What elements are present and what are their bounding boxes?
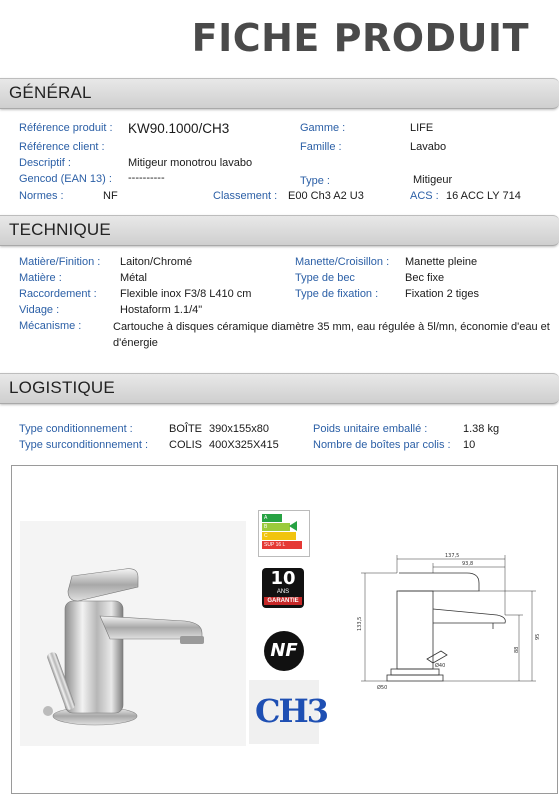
- dim-body-height: 88: [514, 646, 520, 653]
- dim-total-width: 137,5: [445, 553, 460, 559]
- nf-logo-icon: [264, 631, 304, 671]
- type-label: Type :: [300, 175, 330, 187]
- technical-drawing: [347, 551, 552, 701]
- ref-produit-label: Référence produit :: [19, 122, 113, 134]
- energy-label-badge: [258, 510, 310, 557]
- vidage-value: Hostaform 1.1/4": [120, 304, 203, 316]
- section-title: GÉNÉRAL: [9, 83, 92, 102]
- dim-base-dia: Ø50: [377, 685, 388, 691]
- surconditionnement-dim: 400X325X415: [209, 439, 279, 451]
- manette-label: Manette/Croisillon :: [295, 256, 390, 268]
- descriptif-label: Descriptif :: [19, 157, 71, 169]
- matiere-finition-label: Matière/Finition :: [19, 256, 101, 268]
- matiere-finition-value: Laiton/Chromé: [120, 256, 193, 268]
- ref-client-label: Référence client :: [19, 141, 105, 153]
- ch3-logo-icon: [249, 680, 327, 744]
- manette-value: Manette pleine: [405, 256, 478, 268]
- conditionnement-dim: 390x155x80: [209, 423, 269, 435]
- gamme-value: LIFE: [410, 122, 434, 134]
- poids-label: Poids unitaire emballé :: [313, 423, 428, 435]
- acs-label: ACS :: [410, 190, 439, 202]
- surconditionnement-label: Type surconditionnement :: [19, 439, 149, 451]
- energy-row-b: B: [262, 523, 290, 531]
- normes-label: Normes :: [19, 190, 64, 202]
- section-header-logistique: [0, 373, 559, 404]
- surconditionnement-type: COLIS: [169, 439, 203, 451]
- matiere-label: Matière :: [19, 272, 62, 284]
- gencod-label: Gencod (EAN 13) :: [19, 173, 112, 185]
- boites-label: Nombre de boîtes par colis :: [313, 439, 451, 451]
- normes-value: NF: [103, 190, 118, 202]
- acs-value: 16 ACC LY 714: [446, 190, 521, 202]
- ch3-logo-text: CH3: [255, 692, 327, 730]
- fixation-label: Type de fixation :: [295, 288, 379, 300]
- dim-spout-width: 93,8: [462, 561, 474, 567]
- classement-label: Classement :: [213, 190, 278, 202]
- ref-produit-value: KW90.1000/CH3: [128, 121, 230, 136]
- mecanisme-label: Mécanisme :: [19, 320, 82, 332]
- product-visual-frame: [11, 465, 558, 794]
- matiere-value: Métal: [120, 272, 147, 284]
- conditionnement-type: BOÎTE: [169, 423, 203, 435]
- raccordement-value: Flexible inox F3/8 L410 cm: [120, 288, 252, 300]
- section-title: TECHNIQUE: [9, 220, 111, 239]
- conditionnement-label: Type conditionnement :: [19, 423, 133, 435]
- section-header-general: [0, 78, 559, 109]
- guarantee-word: GARANTIE: [264, 597, 302, 605]
- descriptif-value: Mitigeur monotrou lavabo: [128, 157, 253, 169]
- gencod-value: ----------: [128, 172, 165, 184]
- dim-spout-height: 95: [535, 633, 541, 640]
- bec-value: Bec fixe: [405, 272, 445, 284]
- energy-row-a: A: [262, 514, 282, 522]
- energy-row-sup: SUP 16 L: [262, 541, 302, 549]
- guarantee-badge: [262, 568, 304, 608]
- energy-arrow-icon: [289, 521, 297, 531]
- raccordement-label: Raccordement :: [19, 288, 97, 300]
- poids-value: 1.38 kg: [463, 423, 500, 435]
- section-title: LOGISTIQUE: [9, 378, 115, 397]
- mecanisme-value: Cartouche à disques céramique diamètre 35 mm, eau régulée à 5l/mn, économie d'eau et d'énergie: [113, 321, 550, 349]
- bec-label: Type de bec: [295, 272, 355, 284]
- section-header-technique: [0, 215, 559, 246]
- energy-row-c: C: [262, 532, 296, 540]
- page-title: FICHE PRODUIT: [191, 16, 529, 60]
- famille-value: Lavabo: [410, 141, 447, 153]
- guarantee-unit: ANS: [276, 589, 290, 595]
- dim-total-height: 133,5: [357, 616, 363, 631]
- product-photo: [20, 521, 246, 746]
- nf-logo-text: NF: [270, 640, 298, 661]
- boites-value: 10: [463, 439, 476, 451]
- famille-label: Famille :: [300, 141, 342, 153]
- dim-body-dia: Ø40: [435, 663, 446, 669]
- classement-value: E00 Ch3 A2 U3: [288, 190, 364, 202]
- gamme-label: Gamme :: [300, 122, 346, 134]
- type-value: Mitigeur: [413, 174, 453, 186]
- vidage-label: Vidage :: [19, 304, 60, 316]
- guarantee-number: 10: [270, 568, 296, 589]
- fixation-value: Fixation 2 tiges: [405, 288, 479, 300]
